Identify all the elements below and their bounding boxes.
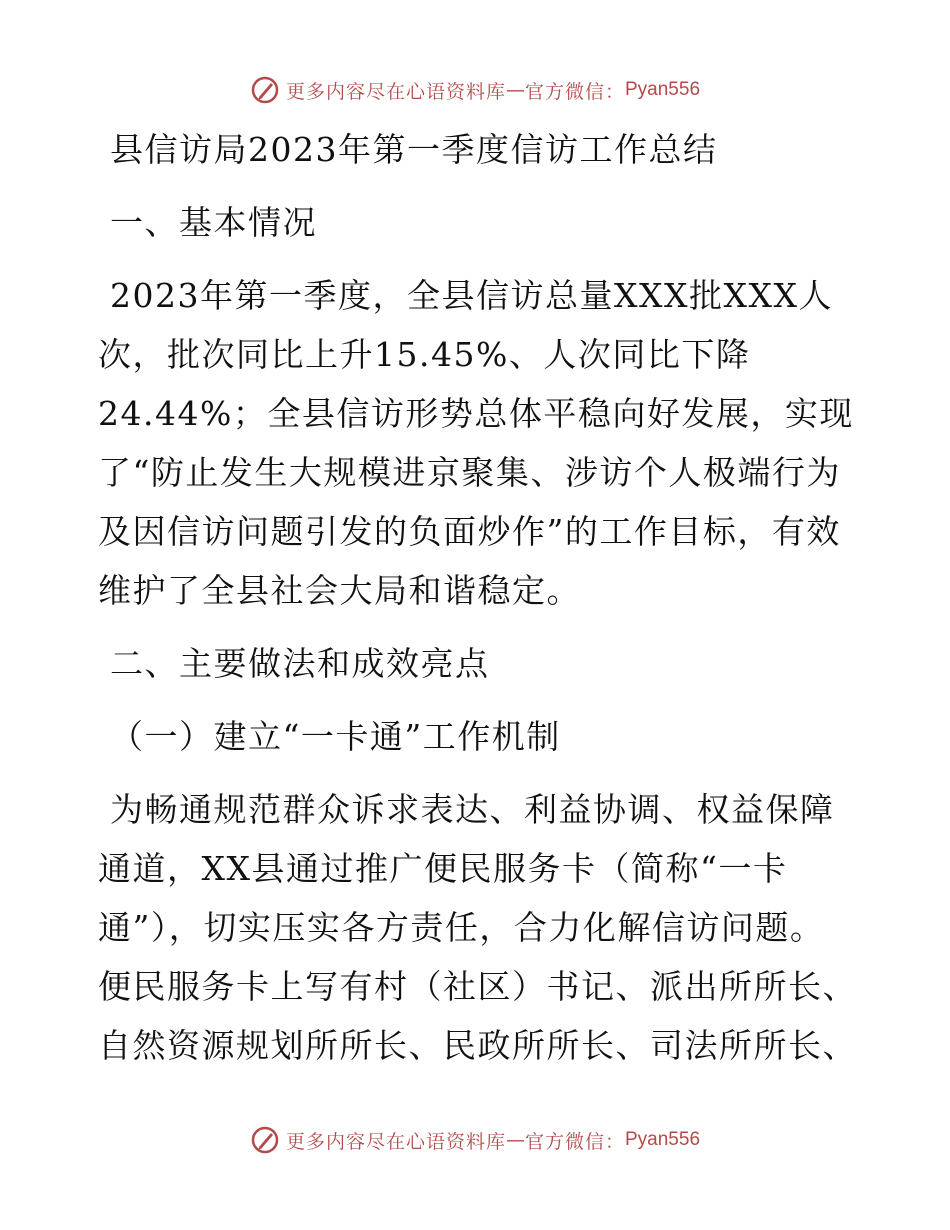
- paragraph-line: 24.44%；全县信访形势总体平稳向好发展，实现: [98, 394, 854, 433]
- paragraph-line: 为畅通规范群众诉求表达、利益协调、权益保障: [110, 790, 835, 829]
- watermark-dash: —: [505, 79, 525, 101]
- paragraph-line: 维护了全县社会大局和谐稳定。: [98, 571, 581, 610]
- paragraph-line: 通”），切实压实各方责任，合力化解信访问题。: [98, 908, 825, 947]
- quill-pen-icon: [250, 75, 280, 105]
- paragraph-line: 通道，XX县通过推广便民服务卡（简称“一卡: [98, 849, 788, 888]
- section-1-paragraph: [98, 266, 858, 620]
- paragraph-line: 便民服务卡上写有村（社区）书记、派出所所长、: [98, 967, 857, 1006]
- document-body: [98, 120, 858, 1075]
- paragraph-line: 2023年第一季度，全县信访总量XXX批XXX人: [110, 276, 833, 315]
- header-watermark: [0, 70, 950, 110]
- watermark-wechat-id: Pyan556: [625, 1129, 701, 1150]
- paragraph-line: 了“防止发生大规模进京聚集、涉访个人极端行为: [98, 453, 841, 492]
- watermark-wechat-label: 官方微信：: [524, 1130, 625, 1153]
- section-heading-main-practices: 二、主要做法和成效亮点: [110, 644, 490, 683]
- quill-pen-icon: [250, 1125, 280, 1155]
- section-heading-basic-situation: 一、基本情况: [110, 203, 317, 242]
- footer-watermark: [0, 1120, 950, 1160]
- subsection-heading-one-card: （一）建立“一卡通”工作机制: [110, 717, 561, 756]
- watermark-dash: —: [505, 1129, 525, 1151]
- document-title: 县信访局2023年第一季度信访工作总结: [110, 130, 718, 169]
- subsection-1-paragraph: [98, 780, 858, 1075]
- watermark-text: 更多内容尽在心语资料库: [285, 1130, 506, 1153]
- paragraph-line: 及因信访问题引发的负面炒作”的工作目标，有效: [98, 512, 841, 551]
- watermark-wechat-id: Pyan556: [625, 79, 701, 100]
- paragraph-line: 次，批次同比上升15.45%、人次同比下降: [98, 335, 751, 374]
- watermark-wechat-label: 官方微信：: [524, 80, 625, 103]
- paragraph-line: 自然资源规划所所长、民政所所长、司法所所长、: [98, 1026, 857, 1065]
- watermark-text: 更多内容尽在心语资料库: [285, 80, 506, 103]
